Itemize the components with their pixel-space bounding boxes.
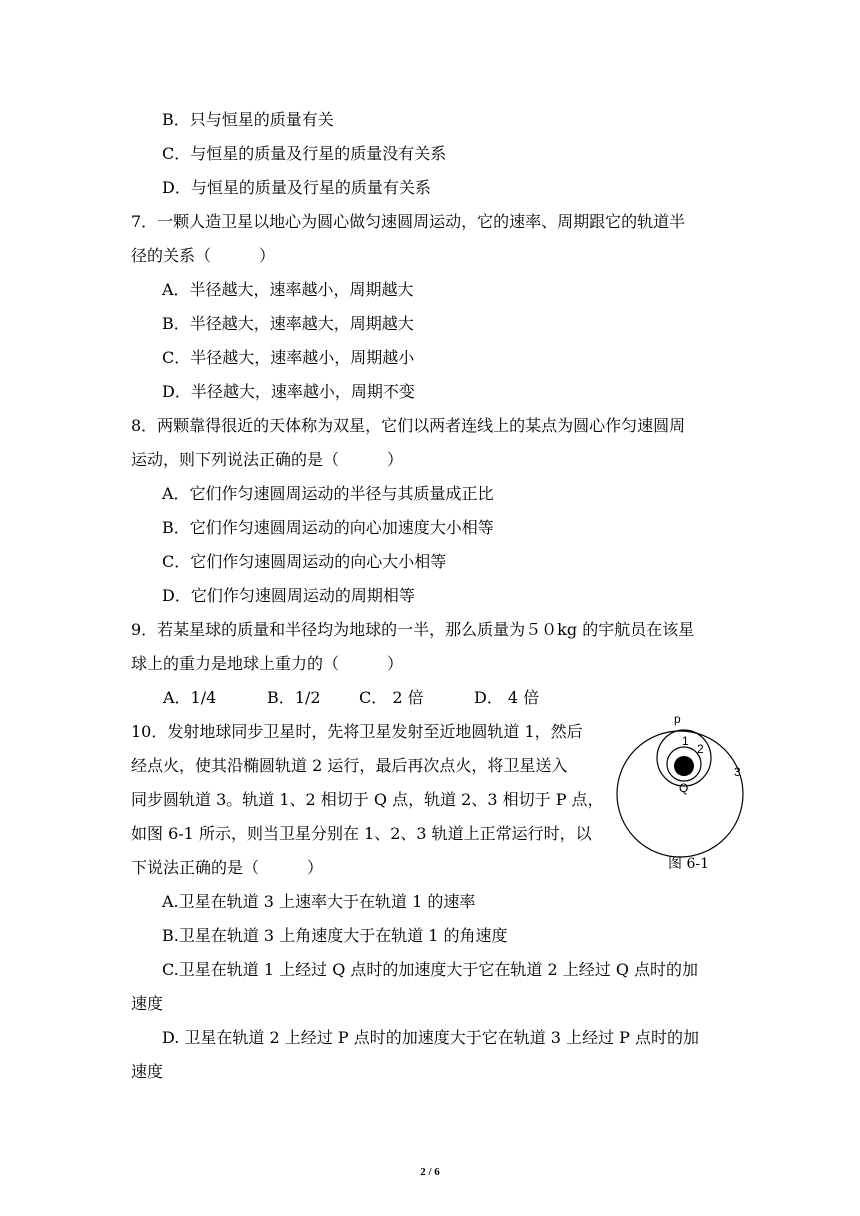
- q8-stem-line-2: 运动，则下列说法正确的是（ ）: [131, 450, 404, 469]
- q7-option-d: D．半径越大，速率越小，周期不变: [162, 382, 415, 401]
- q6-option-c: C．与恒星的质量及行星的质量没有关系: [162, 144, 447, 163]
- q9-option-a: A．1/4: [163, 688, 217, 707]
- figure-caption: 图 6-1: [668, 856, 709, 872]
- q9-option-b: B．1/2: [267, 688, 321, 707]
- q9-stem-line-1: 9．若某星球的质量和半径均为地球的一半，那么质量为５０kg 的宇航员在该星: [131, 620, 695, 639]
- q6-option-d: D．与恒星的质量及行星的质量有关系: [162, 178, 431, 197]
- q10-stem-line-2: 经点火，使其沿椭圆轨道 2 运行，最后再次点火，将卫星送入: [131, 756, 568, 775]
- q6-option-b: B．只与恒星的质量有关: [162, 110, 334, 129]
- q10-option-c-continued: 速度: [131, 994, 164, 1013]
- label-2: 2: [697, 742, 704, 756]
- q8-option-b: B．它们作匀速圆周运动的向心加速度大小相等: [162, 518, 494, 537]
- q10-option-a: A.卫星在轨道 3 上速率大于在轨道 1 的速率: [162, 892, 476, 911]
- q10-stem-line-3: 同步圆轨道 3。轨道 1、2 相切于 Q 点，轨道 2、3 相切于 P 点，: [131, 790, 604, 809]
- q10-option-b: B.卫星在轨道 3 上角速度大于在轨道 1 的角速度: [162, 926, 508, 945]
- label-q: Q: [679, 781, 689, 795]
- q7-option-b: B．半径越大，速率越大，周期越大: [162, 314, 414, 333]
- q10-stem-line-4: 如图 6-1 所示，则当卫星分别在 1、2、3 轨道上正常运行时，以: [131, 824, 592, 843]
- q7-stem-line-1: 7．一颗人造卫星以地心为圆心做匀速圆周运动，它的速率、周期跟它的轨道半: [131, 212, 686, 231]
- q8-option-a: A．它们作匀速圆周运动的半径与其质量成正比: [162, 484, 494, 503]
- earth-icon: [674, 756, 694, 776]
- label-1: 1: [682, 734, 689, 748]
- q9-option-d: D． 4 倍: [474, 688, 540, 707]
- label-3: 3: [734, 765, 741, 779]
- q9-option-c: C． 2 倍: [359, 688, 424, 707]
- q10-option-d: D. 卫星在轨道 2 上经过 P 点时的加速度大于它在轨道 3 上经过 P 点时的加: [162, 1028, 700, 1047]
- label-p: p: [674, 712, 681, 726]
- q10-option-c: C.卫星在轨道 1 上经过 Q 点时的加速度大于它在轨道 2 上经过 Q 点时的加: [162, 960, 699, 979]
- q8-stem-line-1: 8．两颗靠得很近的天体称为双星，它们以两者连线上的某点为圆心作匀速圆周: [131, 416, 686, 435]
- q9-stem-line-2: 球上的重力是地球上重力的（ ）: [131, 654, 404, 673]
- q9-options-row: [163, 687, 539, 709]
- q10-option-d-continued: 速度: [131, 1062, 164, 1081]
- q8-option-c: C．它们作匀速圆周运动的向心大小相等: [162, 552, 447, 571]
- q7-stem-line-2: 径的关系（ ）: [131, 246, 276, 265]
- q7-option-c: C．半径越大，速率越小，周期越小: [162, 348, 415, 367]
- q7-option-a: A．半径越大，速率越小，周期越大: [162, 280, 414, 299]
- q10-stem-line-1: 10．发射地球同步卫星时，先将卫星发射至近地圆轨道 1，然后: [131, 722, 583, 741]
- page-number: 2 / 6: [420, 1166, 440, 1178]
- q10-stem-line-5: 下说法正确的是（ ）: [131, 858, 324, 877]
- q8-option-d: D．它们作匀速圆周运动的周期相等: [162, 586, 415, 605]
